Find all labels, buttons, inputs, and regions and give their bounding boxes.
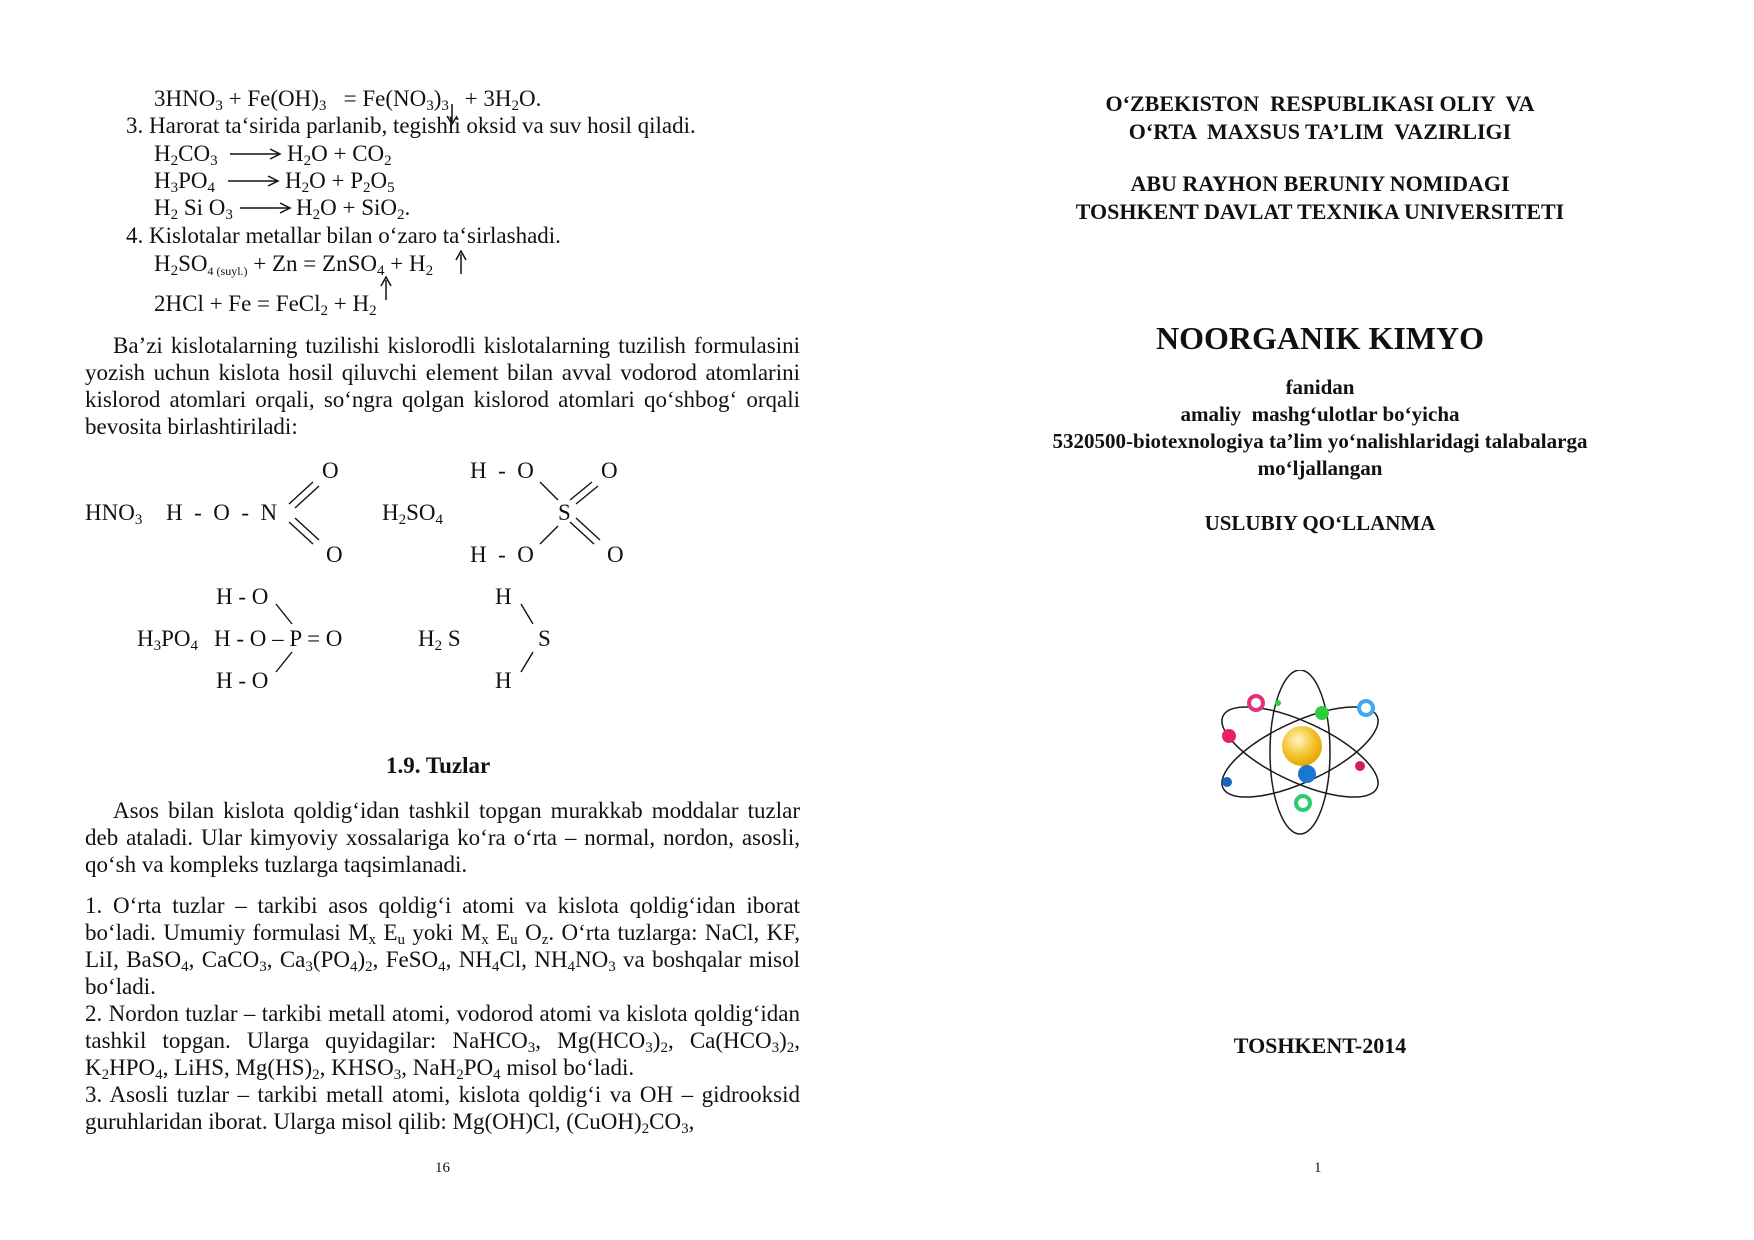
hno3-oxygen-bottom: O [326, 542, 343, 567]
electron [1315, 706, 1329, 720]
page-number-right: 1 [1314, 1160, 1322, 1176]
equation-iron-hydroxide: $3HNO_3 + Fe(OH)_3 = Fe(NO_3)_3$ + $3H_2O$. [154, 85, 541, 112]
book-title: NOORGANIK KIMYO [1156, 320, 1484, 356]
list-item-basic-salts: 3. Asosli tuzlar – tarkibi metall atomi, kislota qoldig‘i va OH – gidrooksid guruhlaridan iborat. Ularga misol qilib: Mg(OH)Cl, $(CuOH)_2CO_3$, [85, 1082, 800, 1137]
reaction-phosphoric-acid: $H_3PO_4$ [154, 168, 216, 196]
book-subtitle: fanidan amaliy mashg‘ulotlar bo‘yicha 5320500-biotexnologiya ta’lim yo‘nalishlaridagi talabalarga mo‘ljallangan [1052, 375, 1588, 480]
electron [1275, 700, 1281, 706]
h3po4-chain: H - O – P = O [214, 626, 343, 651]
hno3-label: $HNO_3$ [85, 500, 143, 528]
h2s-label: $H_2$ S [418, 626, 461, 654]
electron [1298, 765, 1316, 783]
h2so4-bonds [530, 478, 610, 548]
page-number-left: 16 [435, 1160, 450, 1176]
h2s-hydrogen-bottom: H [495, 668, 512, 693]
university-name: ABU RAYHON BERUNIY NOMIDAGI TOSHKENT DAVLAT TEXNIKA UNIVERSITETI [1075, 171, 1565, 224]
section-title: 1.9. Tuzlar [386, 753, 491, 778]
h2so4-label: $H_2SO_4$ [382, 500, 444, 528]
city-year: TOSHKENT-2014 [1233, 1033, 1407, 1058]
salt-types-list [85, 892, 800, 1135]
h2s-sulfur: S [538, 626, 551, 651]
document-type: USLUBIY QO‘LLANMA [1204, 511, 1436, 535]
h3po4-ho-top: H - O [216, 584, 269, 609]
list-item-normal-salts: 1. O‘rta tuzlar – tarkibi asos qoldig‘i atomi va kislota qoldig‘idan iborat bo‘ladi. Umumiy formulasi $M_x$ $E_u$ yoki $M_x$ $E_u$ $O_z$. O‘rta tuzlarga: NaCl, KF, LiI, BaSO$_4$, CaCO$_3$, $Ca_3(PO_4)_2$, FeSO$_4$, $NH_4Cl$, $NH_4NO_3$ va boshqalar misol bo‘ladi. [85, 893, 800, 999]
reaction-phosphoric-acid-products: $H_2O + P_2O_5$ [285, 168, 395, 196]
reaction-carbonic-acid: $H_2CO_3$ [154, 141, 218, 169]
atom-logo-icon [1210, 670, 1390, 835]
list-item-3-heating: 3. Harorat ta‘sirida parlanib, tegishli oksid va suv hosil qiladi. [126, 113, 696, 138]
list-item-4-metals: 4. Kislotalar metallar bilan o‘zaro ta‘sirlashadi. [126, 223, 561, 248]
electron [1359, 701, 1373, 715]
h2so4-oxygen-top: O [601, 458, 618, 483]
h2so4-ho-top: H - O [470, 458, 534, 483]
paragraph-acid-structure: Ba’zi kislotalarning tuzilishi kislorodli kislotalarning tuzilish formulasini yozish uchun kislota hosil qiluvchi element bilan avval vodorod atomlarini kislorod atomlari orqali, so‘ngra qolgan kislorod atomlari qo‘shbog‘ orqali bevosita birlashtiriladi: [85, 333, 800, 439]
nucleus [1282, 726, 1322, 766]
hno3-chain: H - O - N [166, 500, 278, 525]
reaction-silicic-acid-products: $H_2O + SiO_2$. [296, 195, 411, 223]
reaction-hcl-iron: 2HCl + Fe = FeCl$_2$ + $H_2$ [154, 291, 377, 319]
h2so4-sulfur: S [558, 500, 571, 525]
gas-arrow-icon [380, 276, 392, 300]
electron [1249, 696, 1263, 710]
h2so4-ho-bottom: H - O [470, 542, 534, 567]
reaction-arrow-icon [228, 175, 280, 187]
ministry-name: O‘ZBEKISTON RESPUBLIKASI OLIY VA O‘RTA MAXSUS TA’LIM VAZIRLIGI [1105, 91, 1535, 144]
h2so4-oxygen-bottom: O [607, 542, 624, 567]
electron [1296, 796, 1310, 810]
reaction-arrow-icon [230, 148, 282, 160]
hno3-bonds [285, 478, 325, 548]
reaction-sulfuric-zinc: $H_2SO_{4 (suyl.)} + Zn$ = ZnSO$_4$ + $H_2$ [154, 251, 434, 279]
reaction-arrow-icon [240, 202, 292, 214]
hno3-oxygen-top: O [322, 458, 339, 483]
h3po4-ho-bottom: H - O [216, 668, 269, 693]
h2s-bonds [515, 600, 545, 676]
h3po4-label: $H_3PO_4$ [137, 626, 199, 654]
h2s-hydrogen-top: H [495, 584, 512, 609]
paragraph-salts-definition: Asos bilan kislota qoldig‘idan tashkil topgan murakkab moddalar tuzlar deb ataladi. Ular kimyoviy xossalariga ko‘ra o‘rta – normal, nordon, asosli, qo‘sh va kompleks tuzlarga taqsimlanadi. [85, 798, 800, 877]
electron [1222, 777, 1232, 787]
list-item-acid-salts: 2. Nordon tuzlar – tarkibi metall atomi, vodorod atomi va kislota qoldig‘idan tashkil topgan. Ularga quyidagilar: NaHCO$_3$, $Mg(HCO_3)_2$, $Ca(HCO_3)_2$, $K_2HPO_4$, LiHS, $Mg(HS)_2$, $KHSO_3$, $NaH_2PO_4$ misol bo‘ladi. [85, 1001, 801, 1083]
electron [1355, 761, 1365, 771]
reaction-silicic-acid: $H_2$ Si $O_3$ [154, 195, 233, 223]
reaction-carbonic-acid-products: $H_2O + CO_2$ [287, 141, 392, 169]
gas-arrow-icon [455, 250, 467, 274]
h3po4-bonds [272, 600, 302, 676]
electron [1222, 729, 1236, 743]
